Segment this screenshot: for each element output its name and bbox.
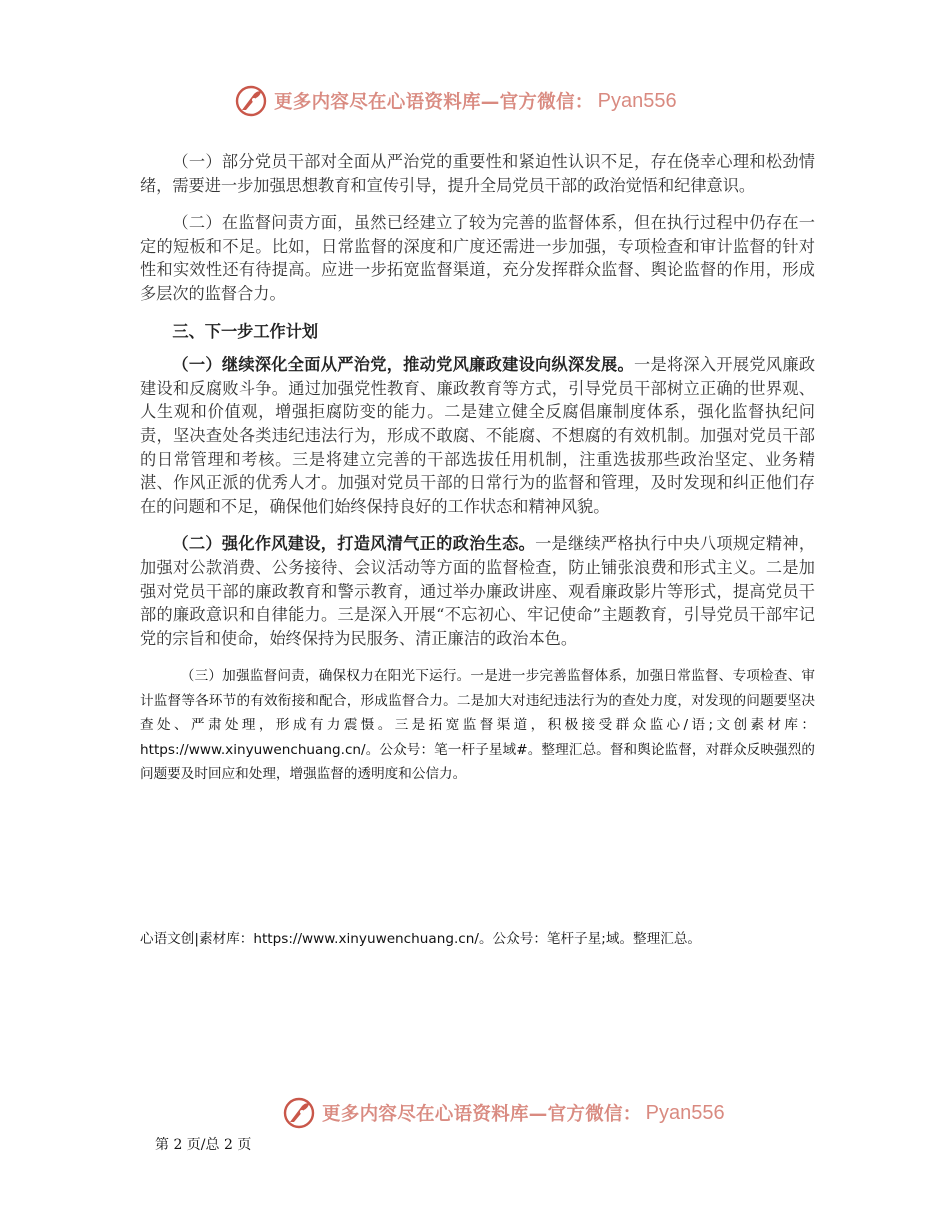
page-number: 第 2 页/总 2 页 <box>155 1137 252 1153</box>
section-heading: 三、下一步工作计划 <box>172 321 319 341</box>
source-note: 心语文创|素材库：https://www.xinyuwenchuang.cn/。公众号：笔杆子星;域。整理汇总。 <box>140 931 702 947</box>
paragraph-3 <box>140 353 815 518</box>
paragraph-2: （二）在监督问责方面，虽然已经建立了较为完善的监督体系，但在执行过程中仍存在一定的短板和不足。比如，日常监督的深度和广度还需进一步加强，专项检查和审计监督的针对性和实效性还有待提高。应进一步拓宽监督渠道，充分发挥群众监督、舆论监督的作用，形成多层次的监督合力。 <box>140 213 815 303</box>
banner-text: 更多内容尽在心语资料库—官方微信： <box>322 1104 642 1125</box>
paragraph-5: （三）加强监督问责，确保权力在阳光下运行。一是进一步完善监督体系，加强日常监督、专项检查、审计监督等各环节的有效衔接和配合，形成监督合力。二是加大对违纪违法行为的查处力度，对发现的问题要坚决查处、严肃处理，形成有力震慑。三是拓宽监督渠道，积极接受群众监心/语;文创素材库：https://www.xinyuwenchuang.cn/。公众号：笔一杆子星域#。整理汇总。督和舆论监督，对群众反映强烈的问题要及时回应和处理，增强监督的透明度和公信力。 <box>140 668 815 783</box>
paragraph-3-body: 一是将深入开展党风廉政建设和反腐败斗争。通过加强党性教育、廉政教育等方式，引导党员干部树立正确的世界观、人生观和价值观，增强拒腐防变的能力。二是建立健全反腐倡廉制度体系，强化监督执纪问责，坚决查处各类违纪违法行为，形成不敢腐、不能腐、不想腐的有效机制。加强对党员干部的日常管理和考核。三是将建立完善的干部选拔任用机制，注重选拔那些政治坚定、业务精湛、作风正派的优秀人才。加强对党员干部的日常行为的监督和管理，及时发现和纠正他们存在的问题和不足，确保他们始终保持良好的工作状态和精神风貌。 <box>140 355 816 516</box>
wechat-id: Pyan556 <box>645 1101 725 1124</box>
paragraph-4-body: 一是继续严格执行中央八项规定精神，加强对公款消费、公务接待、会议活动等方面的监督检查，防止铺张浪费和形式主义。二是加强对党员干部的廉政教育和警示教育，通过举办廉政讲座、观看廉政影片等形式，提高党员干部的廉政意识和自律能力。三是深入开展“不忘初心、牢记使命”主题教育，引导党员干部牢记党的宗旨和使命，始终保持为民服务、清正廉洁的政治本色。 <box>140 534 816 648</box>
paragraph-4-lead: （二）强化作风建设，打造风清气正的政治生态。 <box>172 534 536 554</box>
paragraph-3-lead: （一）继续深化全面从严治党，推动党风廉政建设向纵深发展。 <box>172 355 634 375</box>
header-banner <box>234 84 677 118</box>
quill-pen-logo-icon <box>234 84 268 118</box>
paragraph-4 <box>140 532 815 650</box>
document-body <box>140 150 815 787</box>
banner-text: 更多内容尽在心语资料库—官方微信： <box>274 92 594 113</box>
quill-pen-logo-icon <box>282 1096 316 1130</box>
paragraph-1: （一）部分党员干部对全面从严治党的重要性和紧迫性认识不足，存在侥幸心理和松劲情绪，需要进一步加强思想教育和宣传引导，提升全局党员干部的政治觉悟和纪律意识。 <box>140 152 815 195</box>
wechat-id: Pyan556 <box>597 89 677 112</box>
footer-banner <box>282 1096 725 1130</box>
